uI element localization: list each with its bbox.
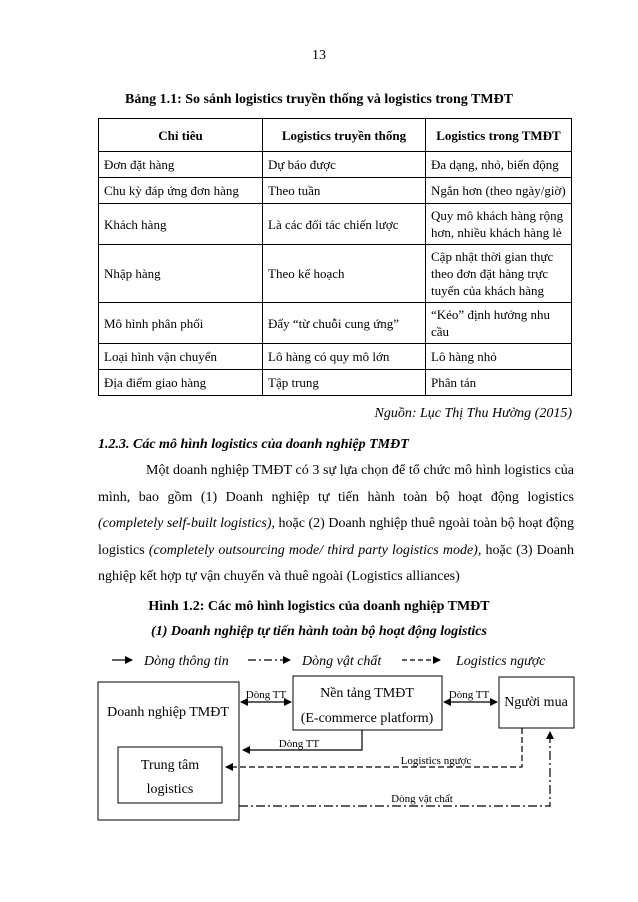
paragraph-text: , hoặc (2) Doanh nghiệp thuê ngoài toàn bộ hoạt động logistics bbox=[98, 516, 574, 558]
table-source: Nguồn: Lục Thị Thu Hường (2015) bbox=[374, 406, 572, 421]
table-header: Logistics truyền thống bbox=[263, 119, 426, 152]
table-cell: Địa điểm giao hàng bbox=[99, 370, 263, 396]
table-cell: Lô hàng nhỏ bbox=[426, 344, 572, 370]
table-cell: Dự báo được bbox=[263, 152, 426, 178]
table-row bbox=[99, 245, 572, 303]
table-cell: Tập trung bbox=[263, 370, 426, 396]
table-header-row bbox=[99, 119, 572, 152]
page-number: 13 bbox=[312, 48, 326, 63]
table-cell: Theo kế hoạch bbox=[263, 245, 426, 303]
legend-info-label: Dòng thông tin bbox=[144, 654, 229, 669]
table-row bbox=[99, 152, 572, 178]
legend-material-label: Dòng vật chất bbox=[302, 654, 382, 669]
figure-subcaption: (1) Doanh nghiệp tự tiến hành toàn bộ hoạt động logistics bbox=[151, 624, 487, 639]
table-cell: Nhập hàng bbox=[99, 245, 263, 303]
figure-caption: Hình 1.2: Các mô hình logistics của doanh nghiệp TMĐT bbox=[148, 599, 490, 614]
table-cell: “Kéo” định hướng nhu cầu bbox=[426, 303, 572, 344]
table-cell: Phân tán bbox=[426, 370, 572, 396]
enterprise-label: Doanh nghiệp TMĐT bbox=[107, 705, 229, 720]
table-cell: Loại hình vận chuyển bbox=[99, 344, 263, 370]
table-cell: Chu kỳ đáp ứng đơn hàng bbox=[99, 178, 263, 204]
table-row bbox=[99, 204, 572, 245]
table-row bbox=[99, 303, 572, 344]
table-cell: Đa dạng, nhỏ, biến động bbox=[426, 152, 572, 178]
table-cell: Theo tuần bbox=[263, 178, 426, 204]
table-cell: Lô hàng có quy mô lớn bbox=[263, 344, 426, 370]
enterprise-box bbox=[98, 682, 239, 820]
platform-label-1: Nền tảng TMĐT bbox=[320, 686, 414, 701]
table-cell: Mô hình phân phối bbox=[99, 303, 263, 344]
table-row bbox=[99, 178, 572, 204]
table-header: Logistics trong TMĐT bbox=[426, 119, 572, 152]
table-row bbox=[99, 344, 572, 370]
info-flow-label-down: Dòng TT bbox=[278, 738, 320, 750]
table-cell: Đơn đặt hàng bbox=[99, 152, 263, 178]
reverse-logistics-label: Logistics ngược bbox=[400, 755, 472, 767]
info-flow-label-left: Dòng TT bbox=[245, 689, 287, 701]
legend bbox=[112, 654, 546, 669]
table-header: Chỉ tiêu bbox=[99, 119, 263, 152]
table-cell: Là các đối tác chiến lược bbox=[263, 204, 426, 245]
paragraph-text: Một doanh nghiệp TMĐT có 3 sự lựa chọn để tổ chức mô hình logistics của mình, bao gồm (1) Doanh nghiệp tự tiến hành toàn bộ hoạt động logistics bbox=[98, 463, 574, 505]
comparison-table bbox=[98, 118, 572, 396]
table-row bbox=[99, 370, 572, 396]
table-cell: Ngắn hơn (theo ngày/giờ) bbox=[426, 178, 572, 204]
body-paragraph bbox=[98, 458, 574, 591]
section-heading: 1.2.3. Các mô hình logistics của doanh nghiệp TMĐT bbox=[98, 437, 409, 452]
paragraph-italic: (completely self-built logistics) bbox=[98, 516, 272, 531]
paragraph-italic: (completely outsourcing mode/ third party logistics mode), bbox=[148, 542, 482, 558]
table-cell: Khách hàng bbox=[99, 204, 263, 245]
table-cell: Đẩy “từ chuỗi cung ứng” bbox=[263, 303, 426, 344]
buyer-label: Người mua bbox=[504, 695, 568, 710]
legend-reverse-label: Logistics ngược bbox=[456, 654, 546, 669]
logistics-diagram bbox=[0, 640, 638, 830]
logistics-center-label-2: logistics bbox=[146, 782, 194, 797]
table-cell: Quy mô khách hàng rộng hơn, nhiều khách hàng lẻ bbox=[426, 204, 572, 245]
logistics-center-label-1: Trung tâm bbox=[140, 758, 200, 773]
material-flow-label: Dòng vật chất bbox=[391, 793, 453, 805]
table-caption: Bảng 1.1: So sánh logistics truyền thống và logistics trong TMĐT bbox=[124, 92, 514, 107]
reverse-logistics-arrow bbox=[226, 728, 522, 767]
paragraph-text: hoặc (3) Doanh nghiệp kết hợp tự vận chuyển và thuê ngoài (Logistics alliances) bbox=[98, 542, 575, 584]
info-flow-label-right: Dòng TT bbox=[448, 689, 490, 701]
platform-label-2: (E-commerce platform) bbox=[300, 711, 434, 726]
table-cell: Cập nhật thời gian thực theo đơn đặt hàng trực tuyến của khách hàng bbox=[426, 245, 572, 303]
